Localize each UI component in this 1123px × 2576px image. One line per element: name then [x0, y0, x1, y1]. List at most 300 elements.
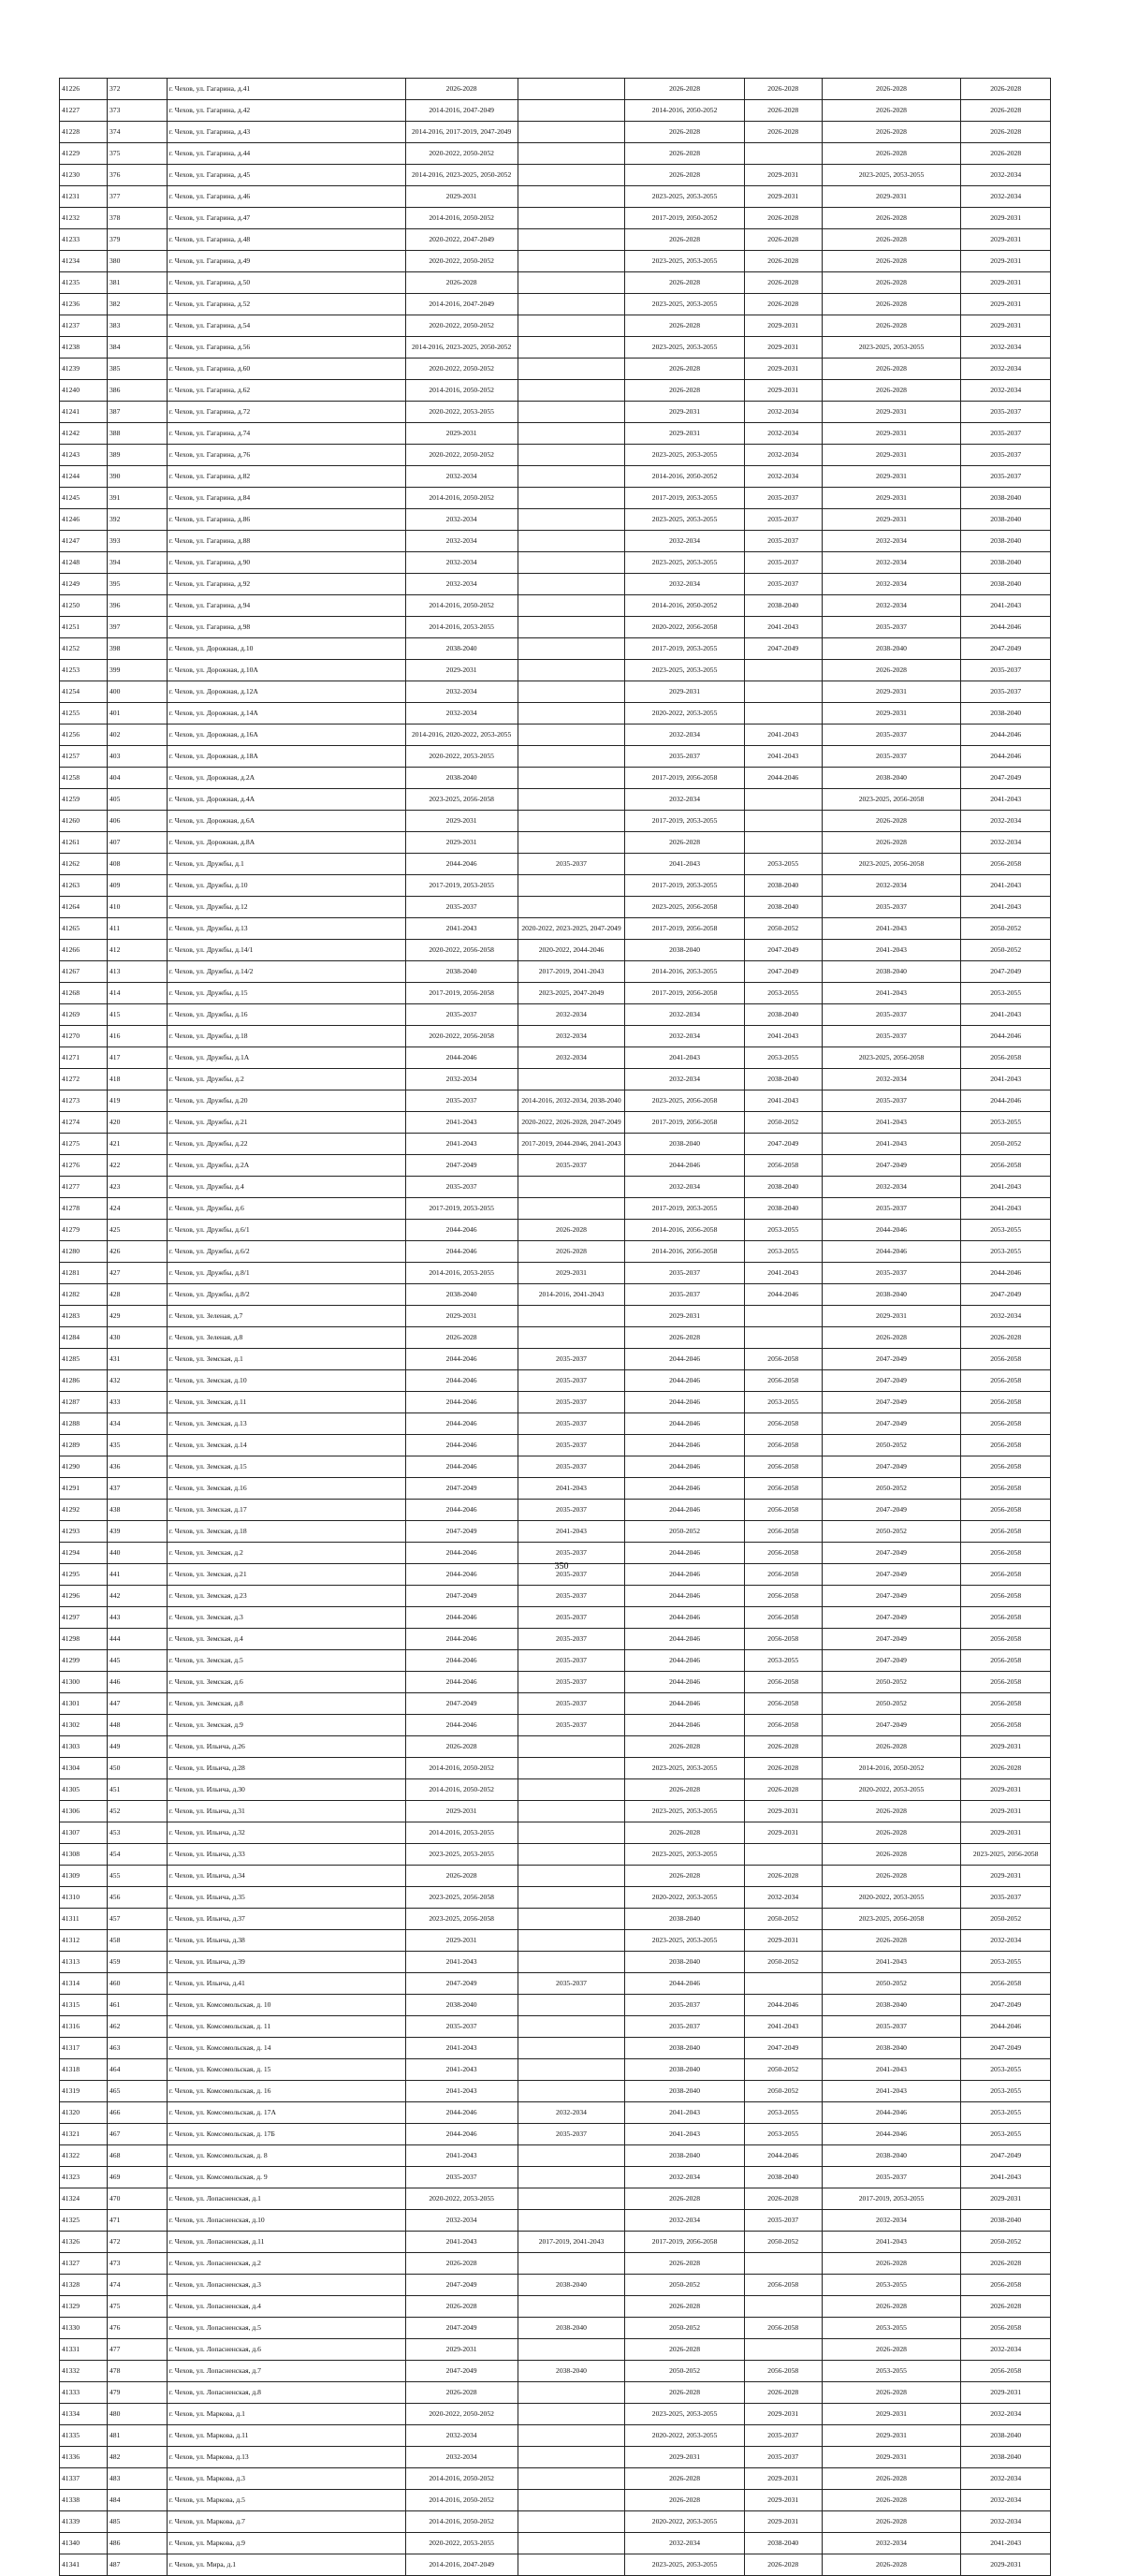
period-6-cell: 2038-2040	[961, 509, 1051, 531]
period-3-cell: 2026-2028	[625, 143, 744, 165]
period-6-cell: 2035-2037	[961, 423, 1051, 445]
period-5-cell: 2029-2031	[822, 509, 961, 531]
item-number-cell: 415	[107, 1004, 167, 1026]
address-cell: г. Чехов, ул. Земская, д.23	[167, 1586, 405, 1607]
period-1-cell: 2044-2046	[405, 1392, 518, 1413]
period-3-cell: 2026-2028	[625, 79, 744, 100]
period-6-cell: 2032-2034	[961, 1930, 1051, 1952]
period-4-cell: 2056-2058	[744, 1586, 822, 1607]
period-1-cell: 2023-2025, 2056-2058	[405, 1909, 518, 1930]
period-1-cell: 2014-2016, 2053-2055	[405, 1822, 518, 1844]
period-4-cell: 2026-2028	[744, 229, 822, 251]
item-number-cell: 413	[107, 961, 167, 983]
period-6-cell: 2053-2055	[961, 1220, 1051, 1241]
period-5-cell: 2041-2043	[822, 2059, 961, 2081]
period-1-cell: 2032-2034	[405, 552, 518, 574]
period-6-cell: 2029-2031	[961, 1801, 1051, 1822]
table-row	[60, 1435, 1051, 1456]
item-number-cell: 479	[107, 2382, 167, 2404]
period-5-cell: 2038-2040	[822, 638, 961, 660]
address-cell: г. Чехов, ул. Гагарина, д.74	[167, 423, 405, 445]
table-row	[60, 1650, 1051, 1672]
table-row	[60, 1478, 1051, 1500]
period-2-cell: 2026-2028	[518, 1220, 625, 1241]
table-row	[60, 2167, 1051, 2188]
item-number-cell: 428	[107, 1284, 167, 1306]
table-row	[60, 617, 1051, 638]
period-3-cell: 2044-2046	[625, 1629, 744, 1650]
period-4-cell: 2044-2046	[744, 2145, 822, 2167]
period-3-cell: 2026-2028	[625, 359, 744, 380]
table-row	[60, 2318, 1051, 2339]
period-1-cell: 2044-2046	[405, 1715, 518, 1736]
period-4-cell: 2032-2034	[744, 445, 822, 466]
period-4-cell: 2038-2040	[744, 1198, 822, 1220]
address-cell: г. Чехов, ул. Маркова, д.1	[167, 2404, 405, 2425]
period-3-cell: 2017-2019, 2056-2058	[625, 918, 744, 940]
period-1-cell: 2026-2028	[405, 272, 518, 294]
period-3-cell: 2032-2034	[625, 1004, 744, 1026]
period-3-cell: 2041-2043	[625, 2102, 744, 2124]
item-number-cell: 467	[107, 2124, 167, 2145]
period-2-cell	[518, 294, 625, 315]
period-1-cell: 2014-2016, 2050-2052	[405, 1758, 518, 1779]
period-2-cell: 2035-2037	[518, 1370, 625, 1392]
period-1-cell: 2041-2043	[405, 2081, 518, 2102]
period-3-cell: 2038-2040	[625, 1909, 744, 1930]
address-cell: г. Чехов, ул. Комсомольская, д. 17Б	[167, 2124, 405, 2145]
table-row	[60, 1392, 1051, 1413]
period-3-cell: 2014-2016, 2050-2052	[625, 100, 744, 122]
table-row	[60, 1327, 1051, 1349]
item-number-cell: 399	[107, 660, 167, 681]
period-4-cell: 2026-2028	[744, 208, 822, 229]
table-row	[60, 294, 1051, 315]
period-2-cell	[518, 2210, 625, 2232]
record-id-cell: 41263	[60, 875, 108, 897]
period-4-cell: 2035-2037	[744, 2425, 822, 2447]
address-cell: г. Чехов, ул. Ильича, д.32	[167, 1822, 405, 1844]
period-4-cell	[744, 2296, 822, 2318]
table-row	[60, 1047, 1051, 1069]
period-5-cell: 2035-2037	[822, 1198, 961, 1220]
period-6-cell: 2050-2052	[961, 918, 1051, 940]
period-3-cell: 2032-2034	[625, 2533, 744, 2554]
period-1-cell: 2044-2046	[405, 1543, 518, 1564]
period-4-cell	[744, 660, 822, 681]
period-3-cell: 2026-2028	[625, 2188, 744, 2210]
table-row	[60, 1155, 1051, 1177]
address-cell: г. Чехов, ул. Комсомольская, д. 11	[167, 2016, 405, 2038]
address-cell: г. Чехов, ул. Гагарина, д.94	[167, 595, 405, 617]
period-3-cell: 2044-2046	[625, 1456, 744, 1478]
record-id-cell: 41293	[60, 1521, 108, 1543]
period-5-cell: 2020-2022, 2053-2055	[822, 1779, 961, 1801]
period-1-cell: 2014-2016, 2023-2025, 2050-2052	[405, 165, 518, 186]
table-row	[60, 897, 1051, 918]
item-number-cell: 414	[107, 983, 167, 1004]
table-row	[60, 2533, 1051, 2554]
address-cell: г. Чехов, ул. Гагарина, д.52	[167, 294, 405, 315]
period-6-cell: 2029-2031	[961, 315, 1051, 337]
period-6-cell: 2026-2028	[961, 1758, 1051, 1779]
item-number-cell: 372	[107, 79, 167, 100]
period-6-cell: 2029-2031	[961, 208, 1051, 229]
period-1-cell: 2014-2016, 2047-2049	[405, 2554, 518, 2576]
address-cell: г. Чехов, ул. Зеленая, д.8	[167, 1327, 405, 1349]
item-number-cell: 382	[107, 294, 167, 315]
table-row	[60, 1973, 1051, 1995]
period-2-cell: 2038-2040	[518, 2361, 625, 2382]
address-cell: г. Чехов, ул. Лопасненская, д.6	[167, 2339, 405, 2361]
table-row	[60, 1758, 1051, 1779]
address-cell: г. Чехов, ул. Земская, д.6	[167, 1672, 405, 1693]
period-6-cell: 2050-2052	[961, 1909, 1051, 1930]
address-cell: г. Чехов, ул. Дорожная, д.18А	[167, 746, 405, 768]
period-3-cell: 2026-2028	[625, 272, 744, 294]
period-1-cell: 2041-2043	[405, 1952, 518, 1973]
period-3-cell: 2050-2052	[625, 2361, 744, 2382]
item-number-cell: 472	[107, 2232, 167, 2253]
period-4-cell: 2041-2043	[744, 724, 822, 746]
item-number-cell: 409	[107, 875, 167, 897]
address-cell: г. Чехов, ул. Маркова, д.11	[167, 2425, 405, 2447]
table-row	[60, 1069, 1051, 1090]
record-id-cell: 41232	[60, 208, 108, 229]
period-4-cell: 2056-2058	[744, 1607, 822, 1629]
period-1-cell: 2014-2016, 2050-2052	[405, 488, 518, 509]
period-1-cell: 2047-2049	[405, 1973, 518, 1995]
address-cell: г. Чехов, ул. Дорожная, д.2А	[167, 768, 405, 789]
period-6-cell: 2053-2055	[961, 2102, 1051, 2124]
address-cell: г. Чехов, ул. Маркова, д.5	[167, 2490, 405, 2511]
period-5-cell: 2026-2028	[822, 143, 961, 165]
table-row	[60, 1866, 1051, 1887]
period-4-cell: 2026-2028	[744, 100, 822, 122]
period-2-cell	[518, 552, 625, 574]
period-3-cell: 2026-2028	[625, 1822, 744, 1844]
item-number-cell: 389	[107, 445, 167, 466]
period-1-cell: 2047-2049	[405, 1693, 518, 1715]
period-5-cell: 2026-2028	[822, 2253, 961, 2275]
period-1-cell: 2014-2016, 2050-2052	[405, 1779, 518, 1801]
item-number-cell: 476	[107, 2318, 167, 2339]
table-row	[60, 2038, 1051, 2059]
table-row	[60, 1306, 1051, 1327]
period-4-cell: 2056-2058	[744, 1413, 822, 1435]
period-5-cell: 2026-2028	[822, 380, 961, 402]
period-3-cell: 2044-2046	[625, 1672, 744, 1693]
period-6-cell: 2041-2043	[961, 789, 1051, 811]
period-2-cell	[518, 724, 625, 746]
period-5-cell: 2053-2055	[822, 2275, 961, 2296]
period-3-cell: 2017-2019, 2053-2055	[625, 1198, 744, 1220]
period-6-cell: 2056-2058	[961, 1478, 1051, 1500]
period-1-cell: 2023-2025, 2056-2058	[405, 1887, 518, 1909]
period-2-cell: 2035-2037	[518, 1607, 625, 1629]
address-cell: г. Чехов, ул. Комсомольская, д. 8	[167, 2145, 405, 2167]
period-1-cell: 2044-2046	[405, 1629, 518, 1650]
table-row	[60, 122, 1051, 143]
record-id-cell: 41318	[60, 2059, 108, 2081]
period-2-cell	[518, 2253, 625, 2275]
period-5-cell: 2044-2046	[822, 1220, 961, 1241]
period-4-cell: 2053-2055	[744, 1650, 822, 1672]
table-row	[60, 2447, 1051, 2468]
record-id-cell: 41283	[60, 1306, 108, 1327]
period-6-cell: 2047-2049	[961, 2145, 1051, 2167]
period-1-cell: 2020-2022, 2050-2052	[405, 251, 518, 272]
period-5-cell: 2029-2031	[822, 186, 961, 208]
period-6-cell: 2056-2058	[961, 1586, 1051, 1607]
period-3-cell: 2026-2028	[625, 1327, 744, 1349]
period-2-cell	[518, 2296, 625, 2318]
item-number-cell: 427	[107, 1263, 167, 1284]
address-cell: г. Чехов, ул. Комсомольская, д. 16	[167, 2081, 405, 2102]
period-3-cell: 2032-2034	[625, 574, 744, 595]
period-3-cell: 2017-2019, 2056-2058	[625, 2232, 744, 2253]
period-1-cell: 2020-2022, 2047-2049	[405, 229, 518, 251]
period-4-cell: 2056-2058	[744, 1564, 822, 1586]
item-number-cell: 411	[107, 918, 167, 940]
address-cell: г. Чехов, ул. Земская, д.15	[167, 1456, 405, 1478]
period-2-cell	[518, 488, 625, 509]
item-number-cell: 400	[107, 681, 167, 703]
period-1-cell: 2032-2034	[405, 531, 518, 552]
period-1-cell: 2047-2049	[405, 1478, 518, 1500]
period-4-cell: 2041-2043	[744, 2016, 822, 2038]
address-cell: г. Чехов, ул. Дружбы, д.1	[167, 854, 405, 875]
period-6-cell: 2053-2055	[961, 1241, 1051, 1263]
period-6-cell: 2056-2058	[961, 1521, 1051, 1543]
period-6-cell: 2041-2043	[961, 1004, 1051, 1026]
period-5-cell: 2023-2025, 2056-2058	[822, 854, 961, 875]
item-number-cell: 464	[107, 2059, 167, 2081]
item-number-cell: 387	[107, 402, 167, 423]
period-5-cell: 2014-2016, 2050-2052	[822, 1758, 961, 1779]
period-2-cell: 2035-2037	[518, 2124, 625, 2145]
item-number-cell: 442	[107, 1586, 167, 1607]
period-1-cell: 2014-2016, 2050-2052	[405, 208, 518, 229]
item-number-cell: 433	[107, 1392, 167, 1413]
record-id-cell: 41249	[60, 574, 108, 595]
table-row	[60, 2145, 1051, 2167]
item-number-cell: 449	[107, 1736, 167, 1758]
period-2-cell: 2035-2037	[518, 1973, 625, 1995]
period-3-cell: 2029-2031	[625, 681, 744, 703]
period-3-cell: 2023-2025, 2053-2055	[625, 1844, 744, 1866]
period-6-cell: 2053-2055	[961, 2124, 1051, 2145]
item-number-cell: 423	[107, 1177, 167, 1198]
period-5-cell: 2053-2055	[822, 2318, 961, 2339]
record-id-cell: 41251	[60, 617, 108, 638]
record-id-cell: 41226	[60, 79, 108, 100]
period-4-cell: 2026-2028	[744, 1779, 822, 1801]
address-cell: г. Чехов, ул. Гагарина, д.82	[167, 466, 405, 488]
table-row	[60, 1198, 1051, 1220]
period-5-cell: 2050-2052	[822, 1435, 961, 1456]
period-2-cell	[518, 681, 625, 703]
record-id-cell: 41291	[60, 1478, 108, 1500]
period-3-cell: 2014-2016, 2050-2052	[625, 466, 744, 488]
period-5-cell: 2050-2052	[822, 1521, 961, 1543]
item-number-cell: 434	[107, 1413, 167, 1435]
period-4-cell: 2035-2037	[744, 2447, 822, 2468]
item-number-cell: 441	[107, 1564, 167, 1586]
period-6-cell: 2038-2040	[961, 552, 1051, 574]
period-5-cell: 2032-2034	[822, 552, 961, 574]
item-number-cell: 451	[107, 1779, 167, 1801]
period-4-cell: 2029-2031	[744, 2404, 822, 2425]
period-4-cell: 2026-2028	[744, 294, 822, 315]
period-2-cell: 2035-2037	[518, 1586, 625, 1607]
period-3-cell: 2029-2031	[625, 1306, 744, 1327]
record-id-cell: 41258	[60, 768, 108, 789]
period-2-cell: 2035-2037	[518, 1435, 625, 1456]
period-1-cell: 2020-2022, 2050-2052	[405, 359, 518, 380]
period-1-cell: 2038-2040	[405, 1995, 518, 2016]
period-3-cell: 2050-2052	[625, 2275, 744, 2296]
period-3-cell: 2038-2040	[625, 2145, 744, 2167]
period-5-cell: 2026-2028	[822, 2554, 961, 2576]
table-row	[60, 1134, 1051, 1155]
period-4-cell: 2029-2031	[744, 1930, 822, 1952]
period-4-cell: 2026-2028	[744, 2382, 822, 2404]
period-4-cell: 2056-2058	[744, 1543, 822, 1564]
address-cell: г. Чехов, ул. Дружбы, д.20	[167, 1090, 405, 1112]
period-2-cell	[518, 1952, 625, 1973]
record-id-cell: 41311	[60, 1909, 108, 1930]
table-row	[60, 1822, 1051, 1844]
record-id-cell: 41331	[60, 2339, 108, 2361]
table-row	[60, 2425, 1051, 2447]
record-id-cell: 41270	[60, 1026, 108, 1047]
record-id-cell: 41319	[60, 2081, 108, 2102]
item-number-cell: 457	[107, 1909, 167, 1930]
address-cell: г. Чехов, ул. Ильича, д.26	[167, 1736, 405, 1758]
record-id-cell: 41237	[60, 315, 108, 337]
address-cell: г. Чехов, ул. Дорожная, д.16А	[167, 724, 405, 746]
period-5-cell: 2050-2052	[822, 1478, 961, 1500]
table-row	[60, 143, 1051, 165]
record-id-cell: 41269	[60, 1004, 108, 1026]
period-5-cell: 2041-2043	[822, 1952, 961, 1973]
period-4-cell: 2044-2046	[744, 1995, 822, 2016]
period-6-cell: 2029-2031	[961, 272, 1051, 294]
period-4-cell	[744, 143, 822, 165]
period-2-cell: 2035-2037	[518, 1693, 625, 1715]
period-3-cell: 2023-2025, 2053-2055	[625, 186, 744, 208]
period-2-cell	[518, 79, 625, 100]
table-row	[60, 229, 1051, 251]
period-6-cell: 2035-2037	[961, 681, 1051, 703]
period-3-cell: 2032-2034	[625, 1026, 744, 1047]
period-6-cell: 2056-2058	[961, 1693, 1051, 1715]
period-6-cell: 2026-2028	[961, 143, 1051, 165]
record-id-cell: 41261	[60, 832, 108, 854]
address-cell: г. Чехов, ул. Дорожная, д.6А	[167, 811, 405, 832]
period-3-cell: 2044-2046	[625, 1370, 744, 1392]
period-4-cell: 2029-2031	[744, 2511, 822, 2533]
record-id-cell: 41328	[60, 2275, 108, 2296]
period-6-cell: 2026-2028	[961, 2296, 1051, 2318]
period-6-cell: 2056-2058	[961, 2318, 1051, 2339]
record-id-cell: 41236	[60, 294, 108, 315]
period-1-cell: 2026-2028	[405, 1866, 518, 1887]
period-3-cell: 2041-2043	[625, 1047, 744, 1069]
address-cell: г. Чехов, ул. Дорожная, д.4А	[167, 789, 405, 811]
table-row	[60, 746, 1051, 768]
period-5-cell: 2026-2028	[822, 315, 961, 337]
table-row	[60, 315, 1051, 337]
record-id-cell: 41322	[60, 2145, 108, 2167]
period-5-cell: 2035-2037	[822, 746, 961, 768]
period-1-cell: 2044-2046	[405, 1650, 518, 1672]
record-id-cell: 41287	[60, 1392, 108, 1413]
period-1-cell: 2020-2022, 2056-2058	[405, 1026, 518, 1047]
period-1-cell: 2038-2040	[405, 961, 518, 983]
period-2-cell: 2041-2043	[518, 1521, 625, 1543]
period-1-cell: 2023-2025, 2056-2058	[405, 789, 518, 811]
period-6-cell: 2026-2028	[961, 79, 1051, 100]
period-6-cell: 2050-2052	[961, 1134, 1051, 1155]
period-6-cell: 2056-2058	[961, 1973, 1051, 1995]
record-id-cell: 41316	[60, 2016, 108, 2038]
record-id-cell: 41315	[60, 1995, 108, 2016]
item-number-cell: 422	[107, 1155, 167, 1177]
period-5-cell: 2047-2049	[822, 1715, 961, 1736]
period-2-cell: 2014-2016, 2041-2043	[518, 1284, 625, 1306]
item-number-cell: 398	[107, 638, 167, 660]
period-5-cell: 2023-2025, 2053-2055	[822, 337, 961, 359]
period-4-cell: 2026-2028	[744, 122, 822, 143]
period-5-cell: 2047-2049	[822, 1650, 961, 1672]
table-row	[60, 660, 1051, 681]
period-1-cell: 2035-2037	[405, 2167, 518, 2188]
item-number-cell: 426	[107, 1241, 167, 1263]
item-number-cell: 383	[107, 315, 167, 337]
period-1-cell: 2029-2031	[405, 660, 518, 681]
period-6-cell: 2029-2031	[961, 1822, 1051, 1844]
record-id-cell: 41267	[60, 961, 108, 983]
period-4-cell	[744, 1327, 822, 1349]
period-1-cell: 2044-2046	[405, 1500, 518, 1521]
period-2-cell: 2041-2043	[518, 1478, 625, 1500]
record-id-cell: 41340	[60, 2533, 108, 2554]
period-1-cell: 2017-2019, 2053-2055	[405, 1198, 518, 1220]
address-cell: г. Чехов, ул. Ильича, д.41	[167, 1973, 405, 1995]
table-row	[60, 1004, 1051, 1026]
period-1-cell: 2029-2031	[405, 1306, 518, 1327]
record-id-cell: 41276	[60, 1155, 108, 1177]
address-cell: г. Чехов, ул. Гагарина, д.90	[167, 552, 405, 574]
record-id-cell: 41337	[60, 2468, 108, 2490]
record-id-cell: 41250	[60, 595, 108, 617]
period-5-cell: 2026-2028	[822, 294, 961, 315]
period-1-cell: 2026-2028	[405, 1327, 518, 1349]
record-id-cell: 41290	[60, 1456, 108, 1478]
address-cell: г. Чехов, ул. Гагарина, д.88	[167, 531, 405, 552]
period-1-cell: 2020-2022, 2050-2052	[405, 315, 518, 337]
period-4-cell: 2026-2028	[744, 272, 822, 294]
period-1-cell: 2035-2037	[405, 1177, 518, 1198]
period-5-cell: 2041-2043	[822, 983, 961, 1004]
table-row	[60, 2253, 1051, 2275]
period-6-cell: 2041-2043	[961, 2167, 1051, 2188]
period-6-cell: 2056-2058	[961, 1607, 1051, 1629]
period-2-cell	[518, 337, 625, 359]
table-row	[60, 1349, 1051, 1370]
